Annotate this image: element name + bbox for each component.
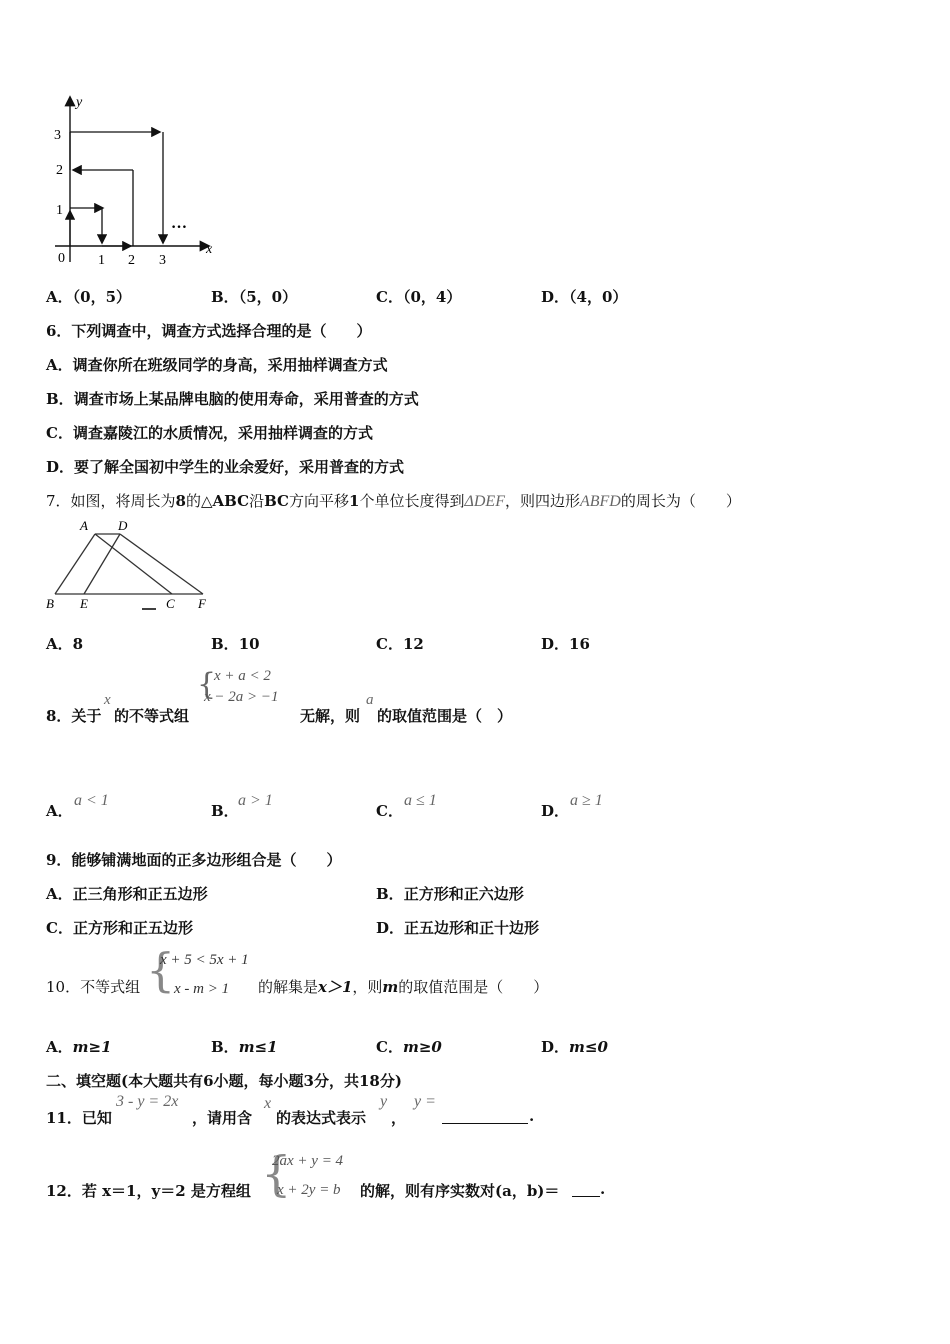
q10-option-d: D．m≤0 (541, 1038, 608, 1056)
q8-option-d-expr: a ≥ 1 (570, 792, 603, 809)
q10-stem-part1: 10．不等式组 (46, 978, 141, 996)
q12-system-line1: 2ax + y = 4 (272, 1153, 344, 1169)
q5-option-b: B．（5，0） (211, 288, 298, 306)
q7-option-a: A．8 (46, 635, 84, 653)
q11-stem-part2: ，请用含 (192, 1109, 253, 1127)
ellipsis: … (171, 215, 187, 232)
label-e: E (80, 596, 88, 611)
q11-stem-part4: ， (391, 1109, 407, 1127)
q8-option-b: B． (211, 802, 239, 820)
q10-system-line2: x - m > 1 (174, 981, 230, 997)
q9-option-d: D．正五边形和正十边形 (376, 919, 540, 937)
section-heading: 二、填空题(本大题共有6小题，每小题3分，共18分) (46, 1072, 402, 1090)
q8-stem-part2: 的不等式组 (114, 707, 190, 725)
q7-option-b: B．10 (211, 635, 260, 653)
q8-stem-part1: 8．关于 (46, 707, 102, 725)
q11-stem-part1: 11．已知 (46, 1109, 112, 1127)
q12-system-brace: { (261, 1146, 292, 1202)
q8-var-a: a (366, 692, 374, 708)
q5-option-a: A．（0，5） (46, 288, 132, 306)
q8-option-c-expr: a ≤ 1 (404, 792, 437, 809)
q10-stem-rest: 的解集是x＞1，则m的取值范围是（ ） (258, 978, 549, 996)
q12-stem-part1: 12．若 x＝1，y＝2 是方程组 (46, 1182, 251, 1200)
q11-lhs: y = (414, 1093, 436, 1110)
label-b: B (46, 596, 54, 611)
q8-system-brace: { (197, 667, 217, 702)
axis-y-label: y (76, 95, 83, 110)
y-tick-3: 3 (54, 128, 61, 143)
q11-equation: 3 - y = 2x (116, 1093, 179, 1110)
q8-option-d: D． (541, 802, 570, 820)
translation-triangle-figure (40, 514, 220, 614)
q10-option-c: C．m≥0 (376, 1038, 442, 1056)
q8-system-line1: x + a < 2 (214, 668, 271, 684)
label-c: C (166, 596, 175, 611)
q11-end: . (529, 1107, 535, 1125)
q9-option-a: A．正三角形和正五边形 (46, 885, 208, 903)
q5-option-c: C．（0，4） (376, 288, 462, 306)
y-tick-1: 1 (56, 203, 63, 218)
q6-option-a: A．调查你所在班级同学的身高，采用抽样调查方式 (46, 356, 388, 374)
label-a: A (80, 518, 88, 533)
label-f: F (198, 596, 206, 611)
q8-option-c: C． (376, 802, 403, 820)
q12-end: . (600, 1180, 606, 1198)
origin-label: 0 (58, 251, 65, 266)
q11-var-x: x (264, 1095, 272, 1112)
q12-answer-blank[interactable] (572, 1181, 600, 1197)
axis-x-label: x (206, 242, 213, 257)
q8-var-x: x (104, 692, 111, 708)
q6-option-d: D．要了解全国初中学生的业余爱好，采用普查的方式 (46, 458, 405, 476)
q7-option-c: C．12 (376, 635, 424, 653)
q6-option-c: C．调查嘉陵江的水质情况，采用抽样调查的方式 (46, 424, 373, 442)
x-tick-3: 3 (159, 253, 166, 268)
q11-stem-part3: 的表达式表示 (276, 1109, 367, 1127)
x-tick-1: 1 (98, 253, 105, 268)
q6-stem: 6．下列调查中，调查方式选择合理的是（ ） (46, 322, 372, 340)
q9-option-b: B．正方形和正六边形 (376, 885, 524, 903)
q8-stem-part3: 无解，则 (300, 707, 361, 725)
q11-answer-blank[interactable] (442, 1108, 528, 1124)
q8-option-a-expr: a < 1 (74, 792, 109, 809)
y-tick-2: 2 (56, 163, 63, 178)
q8-option-a: A． (46, 802, 73, 820)
q12-stem-part2: 的解，则有序实数对(a，b)＝ (360, 1182, 560, 1200)
q12-system-line2: x + 2y = b (277, 1182, 341, 1198)
q9-option-c: C．正方形和正五边形 (46, 919, 193, 937)
x-tick-2: 2 (128, 253, 135, 268)
q11-var-y: y (380, 1093, 388, 1110)
label-d: D (118, 518, 128, 533)
q10-option-b: B．m≤1 (211, 1038, 278, 1056)
coordinate-path-figure (40, 92, 230, 272)
q8-stem-part4: 的取值范围是（ ） (377, 707, 513, 725)
q5-option-d: D．（4，0） (541, 288, 628, 306)
q8-system-line2: x − 2a > −1 (204, 689, 279, 705)
q10-option-a: A．m≥1 (46, 1038, 112, 1056)
q9-stem: 9．能够铺满地面的正多边形组合是（ ） (46, 851, 342, 869)
q8-option-b-expr: a > 1 (238, 792, 273, 809)
q7-stem: 7．如图，将周长为8的△ABC沿BC方向平移1个单位长度得到ΔDEF，则四边形ABFD的周长为（ ） (46, 492, 741, 510)
q6-option-b: B．调查市场上某品牌电脑的使用寿命，采用普查的方式 (46, 390, 419, 408)
q10-system-brace: { (146, 943, 176, 997)
q10-system-line1: x + 5 < 5x + 1 (160, 952, 249, 968)
q7-option-d: D．16 (541, 635, 590, 653)
